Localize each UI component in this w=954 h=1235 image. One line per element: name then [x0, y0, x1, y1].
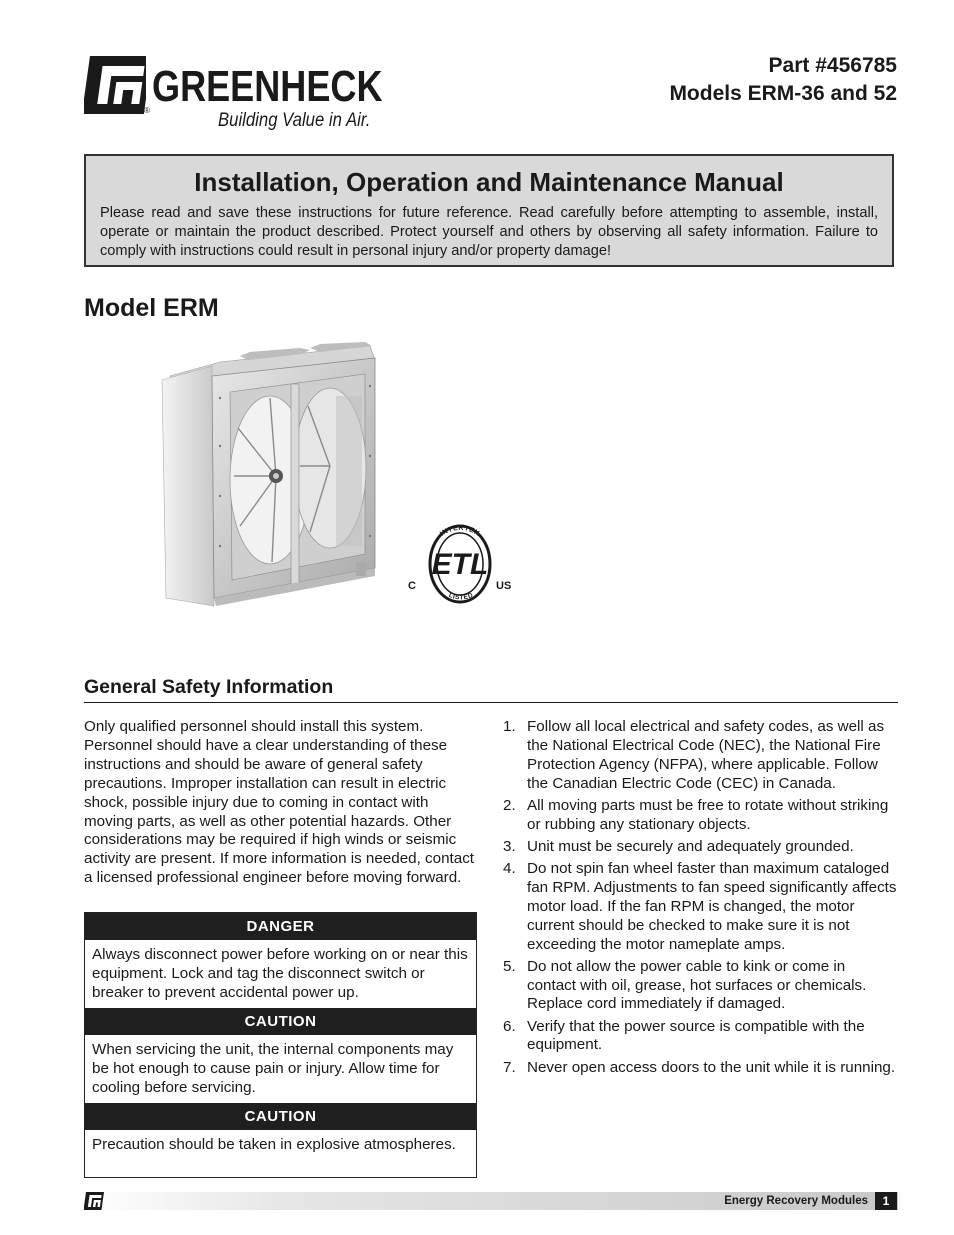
models-label: Models ERM-36 and 52 [669, 82, 897, 105]
safety-rules-list [503, 718, 898, 1081]
list-item: 5. Do not allow the power cable to kink or come in contact with oil, grease, hot surfaces or chemicals. Replace cord immediately if damaged. [503, 957, 867, 1013]
caution-text: When servicing the unit, the internal components may be hot enough to cause pain or injury. Allow time for cooling before servicing. [92, 1041, 454, 1096]
section-title: General Safety Information [84, 676, 334, 698]
manual-notice-box [84, 154, 894, 267]
footer-label: Energy Recovery Modules [724, 1195, 868, 1207]
etl-top-text: INTERTEK [438, 524, 481, 538]
section-divider [84, 702, 898, 703]
model-heading: Model ERM [84, 294, 219, 322]
etl-listed-mark-icon [404, 516, 520, 608]
danger-text: Always disconnect power before working on or near this equipment. Lock and tag the disconnect switch or breaker to prevent accidental power up. [92, 946, 468, 1001]
manual-title: Installation, Operation and Maintenance Manual [194, 167, 784, 197]
page-number: 1 [875, 1192, 897, 1210]
part-info [669, 52, 897, 108]
etl-left-text: C [408, 580, 416, 592]
greenheck-footer-logo-icon [84, 1192, 104, 1210]
caution-box-explosive [84, 1103, 477, 1178]
logo-wordmark: GREENHECK [152, 62, 383, 111]
part-number: Part #456785 [768, 54, 897, 77]
list-item: 4. Do not spin fan wheel faster than maximum cataloged fan RPM. Adjustments to fan speed significantly affects motor load. If the fan RPM is changed, the motor current should be checked to make sure it is not exceeding the motor nameplate amps. [503, 859, 897, 953]
caution-label: CAUTION [85, 1008, 476, 1035]
greenheck-logo-mark-icon [84, 56, 146, 114]
list-item: 1. Follow all local electrical and safety codes, as well as the National Electrical Code (NEC), the National Fire Protection Agency (NFPA), where applicable. Follow the Canadian Electric Code (CEC) in Canada. [503, 718, 885, 792]
etl-center-text: ETL [431, 548, 489, 581]
etl-bottom-text: LISTED [447, 591, 475, 602]
logo-tagline: Building Value in Air. [218, 110, 371, 131]
manual-notice-text: Please read and save these instructions for future reference. Read carefully before attempting to assemble, install, operate or maintain the product described. Protect yourself and others by observing all safety information. Failure to comply with instructions could result in personal injury and/or property damage! [100, 205, 878, 259]
greenheck-logo [84, 54, 404, 134]
caution-label: CAUTION [85, 1103, 476, 1130]
safety-intro: Only qualified personnel should install this system. Personnel should have a clear understanding of these instructions and should be aware of general safety precautions. Improper installation can result in electric shock, possible injury due to coming in contact with moving parts, as well as other potential hazards. Other considerations may be required if high winds or seismic activity are present. If more information is needed, contact a licensed professional engineer before moving forward. [84, 718, 475, 887]
etl-right-text: US [496, 580, 512, 592]
registered-mark: ® [144, 106, 150, 115]
list-item: 7. Never open access doors to the unit while it is running. [503, 1058, 896, 1076]
list-item: 3. Unit must be securely and adequately grounded. [503, 837, 854, 855]
erm-unit-illustration [160, 336, 410, 626]
list-item: 2. All moving parts must be free to rotate without striking or rubbing any stationary objects. [503, 796, 889, 833]
caution-text: Precaution should be taken in explosive atmospheres. [92, 1136, 456, 1153]
danger-box [84, 912, 477, 1009]
list-item: 6. Verify that the power source is compatible with the equipment. [503, 1017, 865, 1054]
caution-box-heat [84, 1008, 477, 1104]
danger-label: DANGER [85, 913, 476, 940]
